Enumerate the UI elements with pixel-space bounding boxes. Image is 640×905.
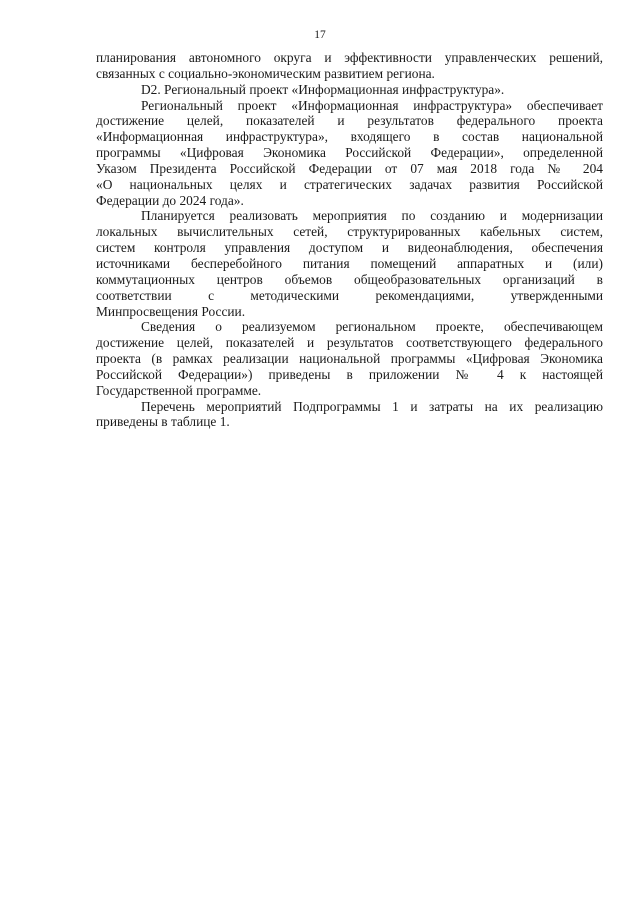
text-line: систем контроля управления доступом и видеонаблюдения, обеспечения (96, 240, 603, 256)
text-line: Федерации до 2024 года». (96, 192, 244, 208)
text-line: «Информационная инфраструктура», входящего в состав национальной (96, 129, 603, 145)
paragraph-continuation (96, 50, 603, 82)
text-line: Сведения о реализуемом региональном проекте, обеспечивающем (141, 319, 603, 335)
text-line: Государственной программе. (96, 382, 262, 398)
text-line: Региональный проект «Информационная инфраструктура» обеспечивает (141, 97, 603, 113)
text-line: связанных с социально-экономическим развитием региона. (96, 65, 435, 81)
body-text (96, 50, 603, 430)
paragraph-project-info (96, 319, 603, 398)
text-line: Перечень мероприятий Подпрограммы 1 и затраты на их реализацию (141, 398, 603, 414)
text-line: источниками бесперебойного питания помещений аппаратных и (или) (96, 255, 603, 271)
text-line: Планируется реализовать мероприятия по созданию и модернизации (141, 208, 603, 224)
text-line: D2. Региональный проект «Информационная инфраструктура». (141, 81, 505, 97)
text-line: достижение целей, показателей и результатов федерального проекта (96, 113, 603, 129)
text-line: коммутационных центров объемов общеобразовательных организаций в (96, 271, 603, 287)
text-line: Российской Федерации») приведены в приложении № 4 к настоящей (96, 366, 603, 382)
page-number: 17 (314, 29, 326, 41)
text-line: соответствии с методическими рекомендациями, утвержденными (96, 287, 603, 303)
text-line: достижение целей, показателей и результатов соответствующего федерального (96, 335, 603, 351)
paragraph-regional-project (96, 98, 603, 209)
text-line: приведены в таблице 1. (96, 414, 230, 430)
paragraph-activities-list (96, 399, 603, 431)
section-heading-d2 (96, 82, 603, 98)
text-line: «О национальных целях и стратегических задачах развития Российской (96, 176, 603, 192)
text-line: локальных вычислительных сетей, структурированных кабельных систем, (96, 224, 603, 240)
text-line: проекта (в рамках реализации национальной программы «Цифровая Экономика (96, 351, 603, 367)
text-line: Минпросвещения России. (96, 303, 246, 319)
text-line: программы «Цифровая Экономика Российской Федерации», определенной (96, 145, 603, 161)
paragraph-planned-activities (96, 208, 603, 319)
text-line: Указом Президента Российской Федерации от 07 мая 2018 года № 204 (96, 160, 603, 176)
text-line: планирования автономного округа и эффективности управленческих решений, (96, 50, 603, 65)
